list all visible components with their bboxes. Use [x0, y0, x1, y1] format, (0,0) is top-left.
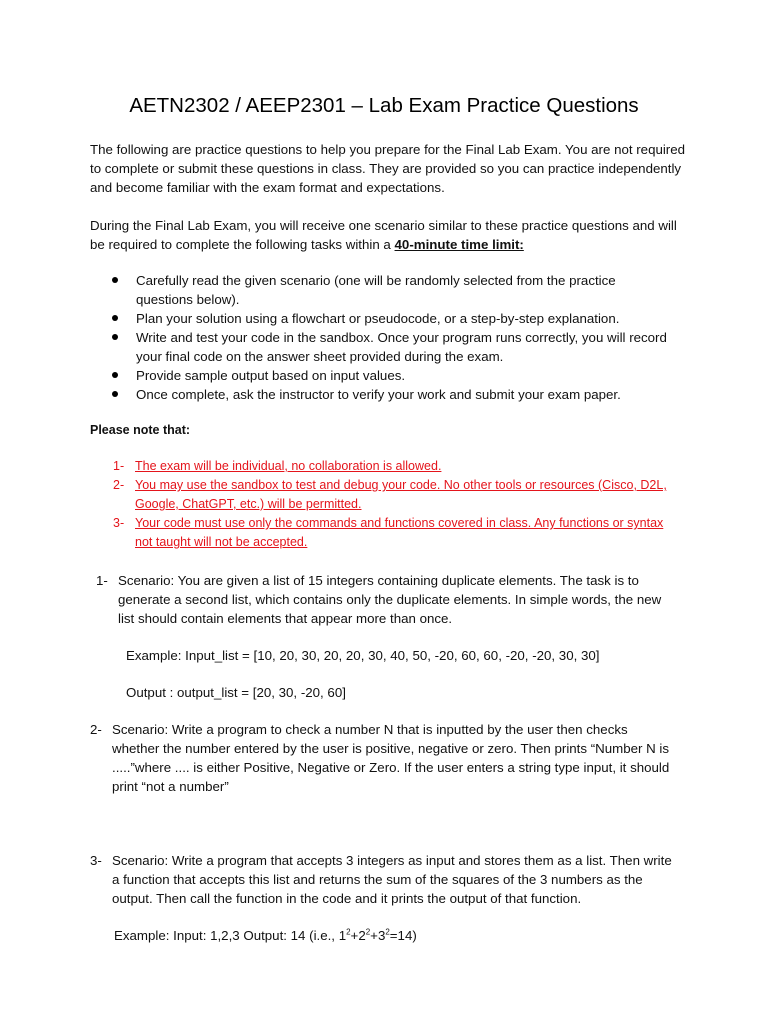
question-1-output: Output : output_list = [20, 30, -20, 60] — [126, 685, 346, 700]
bullet-icon — [112, 277, 118, 283]
time-limit: 40-minute time limit: — [394, 237, 524, 252]
rule-text: Your code must use only the commands and functions covered in class. Any functions or syntax not taught will not be accepted. — [135, 516, 664, 549]
list-item — [110, 366, 670, 385]
example-prefix: Example: Input: 1,2,3 Output: 14 (i.e., 1 — [114, 928, 347, 943]
term-3: 3 — [377, 928, 386, 943]
note-label: Please note that: — [90, 423, 191, 437]
question-text: Scenario: You are given a list of 15 integers containing duplicate elements. The task is to generate a second list, which contains only the duplicate elements. In simple words, the new list should contain elements that appear more than once. — [118, 573, 662, 626]
question-number: 2- — [90, 722, 102, 737]
question-number: 3- — [90, 853, 102, 868]
bullet-icon — [112, 391, 118, 397]
rule-text: You may use the sandbox to test and debug your code. No other tools or resources (Cisco, D2L, Google, ChatGPT, etc.) will be permitted. — [135, 478, 667, 511]
rule-number: 1- — [113, 459, 125, 473]
question-1-example: Example: Input_list = [10, 20, 30, 20, 20, 30, 40, 50, -20, 60, 60, -20, -20, 30, 30] — [126, 648, 600, 663]
during-text: During the Final Lab Exam, you will receive one scenario similar to these practice questions and will be required to complete the following tasks within a — [90, 218, 677, 252]
bullet-icon — [112, 372, 118, 378]
intro-paragraph — [90, 140, 690, 197]
question-number: 1- — [96, 573, 108, 588]
list-item — [110, 328, 670, 366]
bullet-icon — [112, 315, 118, 321]
rule-number: 2- — [113, 478, 125, 492]
question-text: Scenario: Write a program to check a number N that is inputted by the user then checks whether the number entered by the user is positive, negative or zero. Then prints “Number N is .....”where .... is either Positive, Negative or Zero. If the user enters a string type input, it should print “not a number” — [112, 722, 670, 794]
list-item — [110, 309, 670, 328]
intro-text: The following are practice questions to help you prepare for the Final Lab Exam. You are not required to complete or submit these questions in class. They are provided so you can practice independently and become familiar with the exam format and expectations. — [90, 142, 686, 195]
equals-result: =14) — [389, 928, 417, 943]
rule-item — [113, 457, 673, 476]
exponent: 2 — [346, 927, 351, 937]
exam-info-text — [90, 216, 690, 254]
task-text: Plan your solution using a flowchart or pseudocode, or a step-by-step explanation. — [136, 311, 620, 326]
rules-list — [113, 457, 673, 552]
task-text: Write and test your code in the sandbox. Once your program runs correctly, you will record your final code on the answer sheet provided during the exam. — [136, 330, 667, 364]
list-item — [110, 385, 670, 404]
bullet-icon — [112, 334, 118, 340]
rule-item — [113, 476, 673, 514]
term-2: 2 — [358, 928, 366, 943]
task-list — [110, 271, 670, 404]
task-text: Carefully read the given scenario (one will be randomly selected from the practice questions below). — [136, 273, 616, 307]
list-item — [110, 271, 670, 309]
task-text: Provide sample output based on input values. — [136, 368, 406, 383]
rule-number: 3- — [113, 516, 125, 530]
task-text: Once complete, ask the instructor to verify your work and submit your exam paper. — [136, 387, 621, 402]
plus-sign: + — [350, 928, 359, 943]
rule-text: The exam will be individual, no collaboration is allowed. — [135, 459, 442, 473]
question-3-example — [114, 926, 417, 945]
exam-info-paragraph — [90, 216, 690, 254]
plus-sign: + — [370, 928, 378, 943]
page-title: AETN2302 / AEEP2301 – Lab Exam Practice Questions — [129, 94, 639, 117]
exponent: 2 — [365, 927, 371, 937]
question-text: Scenario: Write a program that accepts 3 integers as input and stores them as a list. Then write a function that accepts this list and returns the sum of the squares of the 3 numbers as the output. Then call the function in the code and it prints the output of that function. — [112, 853, 672, 906]
exponent: 2 — [385, 927, 390, 937]
rule-item — [113, 514, 673, 552]
